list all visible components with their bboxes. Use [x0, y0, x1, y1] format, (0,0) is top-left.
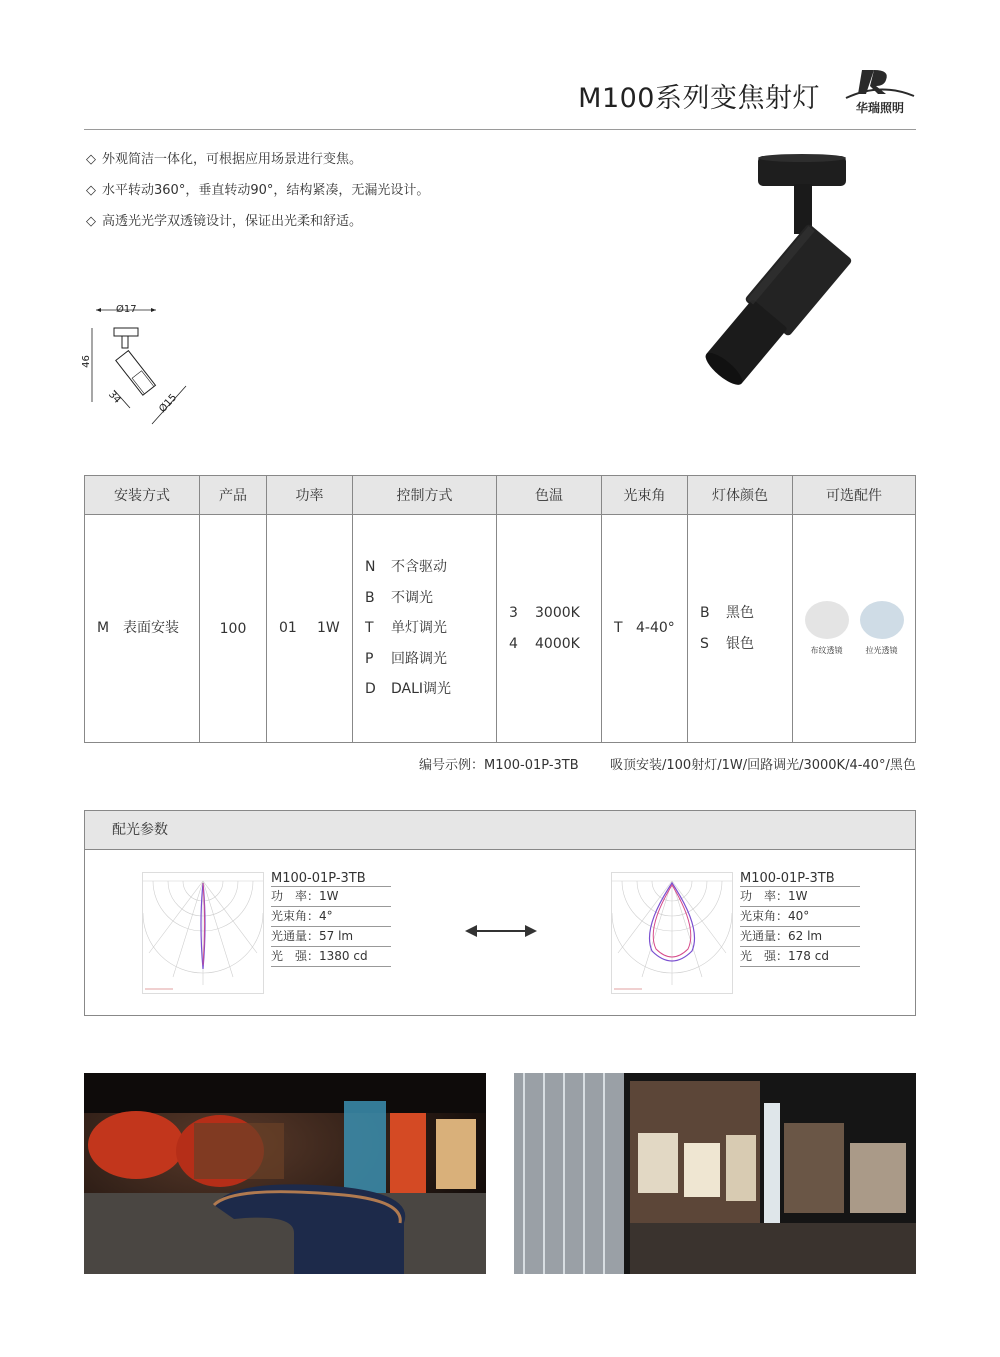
- application-photo-museum-hall: [84, 1073, 486, 1274]
- col-header: 光束角: [602, 476, 688, 515]
- feature-list: [86, 150, 429, 243]
- cct-option: 4 4000K: [509, 635, 580, 652]
- col-header: 产品: [200, 476, 267, 515]
- accessory-item: 拉光透镜: [860, 601, 904, 656]
- dim-height-label: 46: [80, 355, 92, 368]
- control-option: N 不含驱动: [365, 559, 447, 576]
- dim-length-label: 34: [106, 389, 123, 406]
- col-header: 功率: [267, 476, 353, 515]
- application-photo-exhibition-corridor: [514, 1073, 916, 1274]
- page-title: M100系列变焦射灯: [578, 83, 820, 114]
- control-option: P 回路调光: [365, 650, 447, 667]
- dim-top-label: Ø17: [116, 304, 137, 315]
- spread-lens-icon: [860, 601, 904, 639]
- beam-cell: T 4-40°: [602, 515, 688, 743]
- example-code: 编号示例：M100-01P-3TB: [419, 758, 579, 773]
- spec-block-wide: M100-01P-3TB 功 率：1W 光束角：40° 光通量：62 lm 光 强：178 cd: [740, 871, 860, 967]
- product-image: [672, 150, 854, 400]
- feature-item: ◇ 高透光光学双透镜设计，保证出光柔和舒适。: [86, 214, 363, 229]
- control-option: B 不调光: [365, 589, 433, 606]
- table-header-row: [85, 476, 916, 515]
- accessory-cell: [793, 515, 916, 743]
- double-arrow-icon: [465, 923, 537, 939]
- feature-item: ◇ 外观简洁一体化，可根据应用场景进行变焦。: [86, 152, 363, 167]
- control-option: T 单灯调光: [365, 620, 447, 637]
- polar-chart-narrow: [142, 872, 264, 994]
- dim-lens-label: Ø15: [157, 392, 180, 415]
- spec-table: [84, 475, 916, 743]
- color-option: B 黑色: [700, 605, 754, 621]
- cct-cell: [497, 515, 602, 743]
- power-cell: 01 1W: [267, 515, 353, 743]
- brand-logo: [844, 64, 916, 114]
- example-description: 吸顶安装/100射灯/1W/回路调光/3000K/4-40°/黑色: [610, 758, 916, 773]
- col-header: 可选配件: [793, 476, 916, 515]
- light-distribution-section: [84, 810, 916, 1016]
- control-option: D DALI调光: [365, 681, 452, 698]
- polar-chart-wide: [611, 872, 733, 994]
- svg-text:华瑞照明: 华瑞照明: [855, 101, 905, 114]
- mount-cell: M 表面安装: [85, 515, 200, 743]
- accessory-item: 布纹透镜: [805, 601, 849, 656]
- diffuser-lens-icon: [805, 601, 849, 639]
- dimension-diagram: [80, 300, 200, 430]
- feature-item: ◇ 水平转动360°，垂直转动90°，结构紧凑，无漏光设计。: [86, 183, 430, 198]
- col-header: 色温: [497, 476, 602, 515]
- table-row: [85, 515, 916, 743]
- color-option: S 银色: [700, 635, 754, 652]
- col-header: 安装方式: [85, 476, 200, 515]
- spec-block-narrow: M100-01P-3TB 功 率：1W 光束角：4° 光通量：57 lm 光 强：1380 cd: [271, 871, 391, 967]
- col-header: 控制方式: [353, 476, 497, 515]
- section-title: 配光参数: [85, 811, 915, 850]
- control-cell: [353, 515, 497, 743]
- page-header: [84, 60, 916, 130]
- color-cell: [688, 515, 793, 743]
- product-cell: 100: [200, 515, 267, 743]
- col-header: 灯体颜色: [688, 476, 793, 515]
- cct-option: 3 3000K: [509, 605, 580, 621]
